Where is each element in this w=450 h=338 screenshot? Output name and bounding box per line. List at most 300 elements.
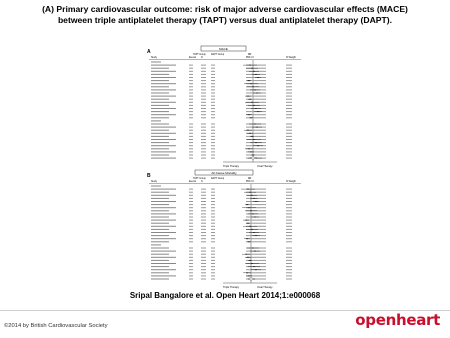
panel-b-row-text bbox=[201, 232, 206, 233]
panel-a-point-marker bbox=[258, 77, 259, 78]
panel-a-row-text bbox=[151, 158, 176, 159]
panel-a-favours-left: Triple Therapy bbox=[223, 165, 239, 168]
panel-a-row-text bbox=[211, 65, 215, 66]
panel-b-row-text bbox=[201, 229, 206, 230]
panel-a-row-text bbox=[189, 80, 193, 81]
panel-a-row-text bbox=[286, 105, 292, 106]
panel-b-row-text bbox=[211, 210, 215, 211]
panel-a-row-text bbox=[201, 86, 206, 87]
panel-b-row-text bbox=[151, 279, 169, 280]
panel-b-col-events: Events bbox=[189, 181, 197, 183]
panel-b-point-marker bbox=[248, 223, 249, 224]
panel-b-row-text bbox=[286, 213, 292, 214]
panel-a-row-text bbox=[189, 114, 193, 115]
panel-b-row-text bbox=[201, 213, 206, 214]
panel-a-row-text bbox=[211, 158, 215, 159]
panel-b-row-text bbox=[286, 201, 292, 202]
panel-a-row-text bbox=[286, 148, 292, 149]
panel-a-row-text bbox=[189, 155, 193, 156]
panel-a-row-text bbox=[201, 71, 206, 72]
panel-b-row-text bbox=[189, 263, 193, 264]
panel-b-row-text bbox=[151, 192, 169, 193]
panel-b-col-rr: RR bbox=[248, 178, 252, 180]
panel-a-row-text bbox=[151, 142, 169, 143]
panel-b-row-text bbox=[201, 238, 206, 239]
panel-b-col-ci: 95% CI bbox=[246, 181, 254, 183]
panel-a-row-text bbox=[201, 89, 206, 90]
panel-b-row-text bbox=[201, 263, 206, 264]
panel-a-row-text bbox=[286, 89, 292, 90]
panel-a-row-text bbox=[151, 145, 176, 146]
panel-b-row-text bbox=[201, 260, 206, 261]
panel-b-row-text bbox=[189, 201, 193, 202]
panel-b-point-marker bbox=[253, 213, 254, 214]
panel-a-row-text bbox=[211, 80, 215, 81]
panel-a-row-text bbox=[286, 124, 292, 125]
panel-a-point-marker bbox=[251, 151, 252, 152]
panel-a-row-text bbox=[151, 114, 176, 115]
panel-a-favours-right: Dual Therapy bbox=[257, 165, 273, 168]
panel-b-point-marker bbox=[251, 210, 252, 211]
panel-b-letter: B bbox=[147, 173, 151, 179]
panel-b-favours-right: Dual Therapy bbox=[257, 286, 273, 289]
panel-a-row-text bbox=[151, 71, 176, 72]
panel-a-row-text bbox=[201, 80, 206, 81]
panel-b-row-text bbox=[189, 189, 193, 190]
panel-a-row-text bbox=[211, 108, 215, 109]
panel-b-group2: DAPT Group bbox=[211, 178, 225, 180]
panel-a-row-text bbox=[201, 133, 206, 134]
panel-a-row-text bbox=[211, 96, 215, 97]
panel-a-row-text bbox=[189, 108, 193, 109]
panel-a-row-text bbox=[189, 133, 193, 134]
panel-a-row-text bbox=[201, 114, 206, 115]
panel-a-row-text bbox=[211, 86, 215, 87]
panel-a-row-text bbox=[286, 71, 292, 72]
panel-a-row-text bbox=[189, 96, 193, 97]
panel-a-row-text bbox=[151, 89, 176, 90]
panel-a-row-text bbox=[286, 111, 292, 112]
panel-b-row-text bbox=[211, 189, 215, 190]
panel-a-row-text bbox=[189, 99, 193, 100]
panel-b-row-text bbox=[151, 260, 169, 261]
panel-a-row-text bbox=[201, 151, 206, 152]
panel-a-point-marker bbox=[250, 133, 251, 134]
panel-b-row-text bbox=[189, 254, 193, 255]
panel-b-row-text bbox=[151, 213, 176, 214]
panel-a-col-weight: % Weight bbox=[286, 57, 296, 59]
panel-a-row-text bbox=[189, 77, 193, 78]
panel-b-point-marker bbox=[254, 266, 255, 267]
panel-a-row-text bbox=[151, 86, 169, 87]
panel-a-row-text bbox=[211, 83, 215, 84]
panel-b-row-text bbox=[189, 272, 193, 273]
panel-b-row-text bbox=[151, 226, 176, 227]
panel-b-row-text bbox=[286, 235, 292, 236]
panel-a-row-text bbox=[201, 145, 206, 146]
panel-b-point-marker bbox=[247, 238, 248, 239]
panel-b-point-marker bbox=[255, 251, 256, 252]
panel-b-row-text bbox=[211, 275, 215, 276]
panel-b-row-text bbox=[286, 257, 292, 258]
panel-b-row-text bbox=[201, 235, 206, 236]
panel-a-row-text bbox=[151, 77, 176, 78]
panel-b-point-marker bbox=[252, 195, 253, 196]
panel-b-point-marker bbox=[256, 201, 257, 202]
panel-b-point-marker bbox=[249, 207, 250, 208]
panel-a-row-text bbox=[201, 142, 206, 143]
panel-b-row-text bbox=[151, 220, 176, 221]
panel-a-point-marker bbox=[250, 99, 251, 100]
panel-b-row-text bbox=[151, 235, 169, 236]
panel-a-point-marker bbox=[255, 124, 256, 125]
panel-a-summary-diamond bbox=[250, 157, 257, 159]
panel-a-letter: A bbox=[147, 49, 151, 55]
panel-a-point-marker bbox=[252, 68, 253, 69]
panel-b-row-text bbox=[189, 220, 193, 221]
panel-b-row-text bbox=[189, 213, 193, 214]
panel-b-outcome: All-Cause Mortality bbox=[211, 170, 237, 175]
panel-b-point-marker bbox=[246, 254, 247, 255]
panel-b-row-text bbox=[286, 223, 292, 224]
panel-b-row-text bbox=[151, 254, 169, 255]
panel-a-row-text bbox=[151, 96, 176, 97]
panel-b-row-text bbox=[189, 223, 193, 224]
panel-a-row-text bbox=[189, 139, 193, 140]
panel-a-row-text bbox=[201, 99, 206, 100]
panel-a-row-text bbox=[201, 117, 206, 118]
panel-a-point-marker bbox=[255, 89, 256, 90]
panel-b-row-text bbox=[286, 260, 292, 261]
panel-a-row-text bbox=[201, 105, 206, 106]
panel-a-col-ci: 95% CI bbox=[246, 57, 254, 59]
panel-b-row-text bbox=[151, 275, 176, 276]
panel-b-group1: TAPT Group bbox=[193, 178, 206, 180]
panel-a-row-text bbox=[211, 142, 215, 143]
panel-a-row-text bbox=[151, 105, 169, 106]
panel-b-row-text bbox=[211, 213, 215, 214]
panel-a-row-text bbox=[151, 127, 176, 128]
panel-b-point-marker bbox=[247, 272, 248, 273]
panel-a-row-text bbox=[189, 136, 193, 137]
panel-b-row-text bbox=[211, 198, 215, 199]
panel-a-row-text bbox=[211, 127, 215, 128]
panel-b-point-marker bbox=[248, 257, 249, 258]
panel-a-row-text bbox=[151, 65, 176, 66]
panel-b-row-text bbox=[201, 217, 206, 218]
panel-b-row-text bbox=[151, 210, 169, 211]
panel-b-row-text bbox=[211, 235, 215, 236]
panel-b-row-text bbox=[286, 207, 292, 208]
panel-b-row-text bbox=[151, 189, 176, 190]
panel-b-row-text bbox=[151, 198, 169, 199]
panel-a-row-text bbox=[151, 108, 176, 109]
panel-b-row-text bbox=[211, 251, 215, 252]
panel-a-row-text bbox=[211, 117, 215, 118]
panel-a-row-text bbox=[286, 68, 292, 69]
panel-a-row-text bbox=[189, 151, 193, 152]
panel-a-row-text bbox=[201, 127, 206, 128]
panel-b-row-text bbox=[151, 217, 169, 218]
panel-a-row-text bbox=[189, 142, 193, 143]
panel-a-row-text bbox=[151, 151, 176, 152]
panel-a-point-marker bbox=[256, 74, 257, 75]
panel-a bbox=[147, 46, 301, 168]
panel-b-row-text bbox=[201, 241, 206, 242]
panel-b-row-text bbox=[189, 238, 193, 239]
panel-a-point-marker bbox=[258, 145, 259, 146]
panel-b-row-text bbox=[211, 207, 215, 208]
panel-b-row-text bbox=[201, 220, 206, 221]
panel-b-row-text bbox=[201, 192, 206, 193]
panel-a-row-text bbox=[286, 108, 292, 109]
panel-a-row-text bbox=[201, 83, 206, 84]
panel-a-row-text bbox=[189, 130, 193, 131]
panel-b-row-text bbox=[201, 195, 206, 196]
panel-a-point-marker bbox=[249, 80, 250, 81]
panel-a-point-marker bbox=[249, 114, 250, 115]
panel-b-row-text bbox=[211, 269, 215, 270]
panel-b-point-marker bbox=[254, 198, 255, 199]
panel-b-row-text bbox=[151, 244, 161, 245]
panel-a-row-text bbox=[151, 155, 169, 156]
panel-b-row-text bbox=[286, 229, 292, 230]
panel-a-row-text bbox=[189, 105, 193, 106]
panel-a-row-text bbox=[211, 151, 215, 152]
panel-a-row-text bbox=[286, 145, 292, 146]
panel-b-row-text bbox=[201, 210, 206, 211]
panel-b-row-text bbox=[189, 232, 193, 233]
panel-b-row-text bbox=[189, 207, 193, 208]
panel-a-row-text bbox=[189, 145, 193, 146]
panel-a-row-text bbox=[151, 139, 176, 140]
panel-b-row-text bbox=[286, 266, 292, 267]
panel-a-row-text bbox=[189, 111, 193, 112]
panel-b-row-text bbox=[151, 223, 169, 224]
panel-b-point-marker bbox=[250, 260, 251, 261]
panel-b-row-text bbox=[201, 201, 206, 202]
panel-b-row-text bbox=[189, 229, 193, 230]
panel-b-row-text bbox=[211, 195, 215, 196]
panel-b-row-text bbox=[286, 217, 292, 218]
panel-b-row-text bbox=[211, 272, 215, 273]
panel-b-row-text bbox=[189, 204, 193, 205]
panel-a-point-marker bbox=[253, 86, 254, 87]
panel-a-row-text bbox=[286, 102, 292, 103]
panel-a-point-marker bbox=[258, 111, 259, 112]
panel-a-row-text bbox=[201, 124, 206, 125]
panel-b-row-text bbox=[286, 210, 292, 211]
panel-b-row-text bbox=[151, 269, 176, 270]
panel-a-row-text bbox=[189, 102, 193, 103]
panel-a-row-text bbox=[189, 65, 193, 66]
panel-a-outcome: MACE bbox=[219, 46, 228, 51]
panel-b-row-text bbox=[286, 241, 292, 242]
panel-a-row-text bbox=[151, 99, 169, 100]
panel-a-row-text bbox=[151, 120, 161, 121]
panel-b-row-text bbox=[151, 266, 169, 267]
panel-b-row-text bbox=[201, 251, 206, 252]
panel-b-row-text bbox=[286, 251, 292, 252]
panel-b-row-text bbox=[189, 210, 193, 211]
panel-b-row-text bbox=[189, 195, 193, 196]
panel-a-row-text bbox=[211, 114, 215, 115]
panel-a-point-marker bbox=[251, 83, 252, 84]
panel-b-row-text bbox=[189, 226, 193, 227]
panel-b-row-text bbox=[151, 241, 169, 242]
panel-a-row-text bbox=[211, 130, 215, 131]
panel-a-row-text bbox=[286, 93, 292, 94]
panel-a-row-text bbox=[189, 127, 193, 128]
panel-a-row-text bbox=[189, 74, 193, 75]
panel-b-point-marker bbox=[252, 263, 253, 264]
panel-a-row-text bbox=[211, 145, 215, 146]
panel-b-point-marker bbox=[247, 204, 248, 205]
panel-b-row-text bbox=[286, 189, 292, 190]
panel-a-row-text bbox=[151, 83, 176, 84]
panel-b-row-text bbox=[201, 254, 206, 255]
panel-b-row-text bbox=[151, 248, 169, 249]
panel-b-row-text bbox=[286, 279, 292, 280]
panel-a-row-text bbox=[201, 77, 206, 78]
panel-b-row-text bbox=[151, 257, 176, 258]
panel-a-row-text bbox=[286, 83, 292, 84]
panel-b-point-marker bbox=[254, 232, 255, 233]
panel-b-row-text bbox=[286, 192, 292, 193]
panel-a-row-text bbox=[151, 62, 161, 63]
panel-a-row-text bbox=[286, 65, 292, 66]
panel-a-row-text bbox=[211, 133, 215, 134]
panel-a-row-text bbox=[211, 124, 215, 125]
panel-a-point-marker bbox=[252, 102, 253, 103]
panel-b-row-text bbox=[201, 223, 206, 224]
panel-a-point-marker bbox=[252, 136, 253, 137]
openheart-logo: openheart bbox=[355, 311, 440, 329]
panel-b-row-text bbox=[201, 248, 206, 249]
panel-a-row-text bbox=[201, 108, 206, 109]
panel-a-row-text bbox=[286, 158, 292, 159]
panel-a-row-text bbox=[286, 74, 292, 75]
slide-title bbox=[10, 4, 440, 25]
panel-b-row-text bbox=[201, 257, 206, 258]
panel-a-row-text bbox=[211, 139, 215, 140]
panel-b-rows bbox=[151, 184, 292, 283]
panel-a-row-text bbox=[189, 86, 193, 87]
panel-b-row-text bbox=[211, 220, 215, 221]
panel-a-row-text bbox=[189, 124, 193, 125]
panel-b-row-text bbox=[189, 260, 193, 261]
panel-a-point-marker bbox=[254, 139, 255, 140]
panel-a-row-text bbox=[286, 130, 292, 131]
panel-a-row-text bbox=[151, 68, 169, 69]
panel-b-row-text bbox=[286, 232, 292, 233]
panel-b-row-text bbox=[189, 269, 193, 270]
panel-b-row-text bbox=[151, 204, 169, 205]
panel-a-row-text bbox=[151, 136, 169, 137]
panel-b-row-text bbox=[286, 204, 292, 205]
panel-a-row-text bbox=[286, 142, 292, 143]
panel-b-row-text bbox=[286, 220, 292, 221]
panel-a-row-text bbox=[286, 86, 292, 87]
panel-b-row-text bbox=[286, 269, 292, 270]
panel-a-point-marker bbox=[256, 142, 257, 143]
panel-b-row-text bbox=[189, 279, 193, 280]
panel-a-row-text bbox=[286, 127, 292, 128]
panel-a-point-marker bbox=[257, 93, 258, 94]
panel-a-row-text bbox=[211, 68, 215, 69]
panel-b-row-text bbox=[211, 263, 215, 264]
panel-b-row-text bbox=[211, 266, 215, 267]
panel-a-row-text bbox=[189, 158, 193, 159]
panel-a-row-text bbox=[151, 74, 169, 75]
panel-b-point-marker bbox=[253, 248, 254, 249]
panel-a-row-text bbox=[151, 111, 169, 112]
panel-b-point-marker bbox=[246, 220, 247, 221]
panel-a-row-text bbox=[189, 71, 193, 72]
panel-a-row-text bbox=[211, 148, 215, 149]
panel-a-row-text bbox=[201, 155, 206, 156]
panel-a-point-marker bbox=[257, 127, 258, 128]
panel-a-row-text bbox=[201, 65, 206, 66]
panel-b-point-marker bbox=[249, 275, 250, 276]
panel-a-row-text bbox=[286, 99, 292, 100]
panel-b-row-text bbox=[286, 195, 292, 196]
panel-a-row-text bbox=[201, 136, 206, 137]
panel-a-row-text bbox=[151, 133, 176, 134]
panel-a-row-text bbox=[211, 105, 215, 106]
panel-b-row-text bbox=[211, 241, 215, 242]
panel-b-col-n: N bbox=[201, 181, 203, 183]
panel-a-group1: TAPT Group bbox=[193, 54, 206, 56]
panel-a-row-text bbox=[151, 80, 169, 81]
panel-a-rows bbox=[151, 60, 292, 162]
panel-a-row-text bbox=[211, 136, 215, 137]
panel-b-row-text bbox=[211, 192, 215, 193]
panel-b-row-text bbox=[189, 217, 193, 218]
panel-b-row-text bbox=[201, 266, 206, 267]
panel-a-row-text bbox=[286, 151, 292, 152]
panel-a-row-text bbox=[151, 93, 169, 94]
panel-b-row-text bbox=[286, 226, 292, 227]
slide-title-line-1: (A) Primary cardiovascular outcome: risk of major adverse cardiovascular effects (MACE) bbox=[42, 4, 408, 14]
panel-b-row-text bbox=[189, 241, 193, 242]
panel-a-col-rr: RR bbox=[248, 54, 252, 56]
panel-a-row-text bbox=[286, 77, 292, 78]
panel-b-row-text bbox=[211, 204, 215, 205]
panel-b-point-marker bbox=[256, 269, 257, 270]
panel-b-row-text bbox=[286, 254, 292, 255]
panel-b-row-text bbox=[211, 223, 215, 224]
panel-a-row-text bbox=[211, 102, 215, 103]
panel-a-row-text bbox=[286, 96, 292, 97]
panel-b-row-text bbox=[189, 198, 193, 199]
panel-a-point-marker bbox=[256, 108, 257, 109]
panel-b-row-text bbox=[286, 238, 292, 239]
panel-b-row-text bbox=[201, 269, 206, 270]
panel-b-row-text bbox=[151, 272, 169, 273]
panel-a-row-text bbox=[189, 117, 193, 118]
panel-a-point-marker bbox=[250, 65, 251, 66]
panel-b-row-text bbox=[201, 279, 206, 280]
panel-b-row-text bbox=[189, 251, 193, 252]
panel-b-row-text bbox=[286, 198, 292, 199]
panel-a-row-text bbox=[286, 114, 292, 115]
panel-b bbox=[147, 170, 301, 289]
panel-b-row-text bbox=[211, 257, 215, 258]
panel-b-row-text bbox=[189, 192, 193, 193]
panel-a-row-text bbox=[286, 117, 292, 118]
panel-b-row-text bbox=[286, 248, 292, 249]
